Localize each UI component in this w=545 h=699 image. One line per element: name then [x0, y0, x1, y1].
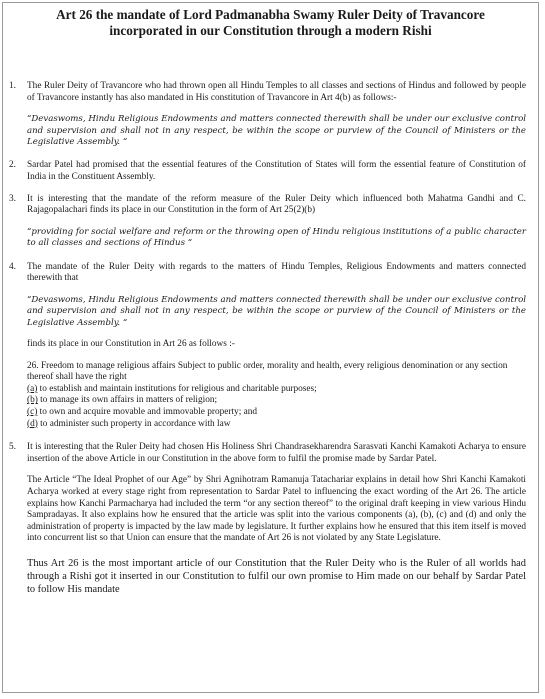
item-number: 4.	[9, 261, 16, 272]
quote-art-4b: “Devaswoms, Hindu Religious Endowments and matters connected therewith shall be under our exclusive control and supervision and shall not in any respect, be within the scope or purview of the Council of Ministers or the Legislative Assembly. “	[27, 114, 526, 147]
clause-text: to administer such property in accordance with law	[37, 418, 231, 429]
item-text: It is interesting that the mandate of the reform measure of the Ruler Deity which influenced both Mahatma Gandhi and C. Rajagopalachari finds its place in our Constitution in the form of Art 25(2)(b)	[27, 193, 526, 216]
art-26-clause-c	[27, 407, 526, 419]
list-item-2	[3, 160, 538, 183]
quote-art-25-2b: “providing for social welfare and reform or the throwing open of Hindu religious institutions of a public character to all classes and sections of Hindus “	[27, 226, 526, 249]
item-after-text: finds its place in our Constitution in Art 26 as follows :-	[27, 339, 235, 349]
item-text: The Ruler Deity of Travancore who had thrown open all Hindu Temples to all classes and sections of Hindus and followed by people of Travancore instantly has also mandated in His constitution of Travancore in Art 4(b) as follows:-	[27, 81, 526, 103]
document-body	[3, 81, 538, 596]
item-number: 5.	[9, 442, 16, 453]
art-26-clause-d	[27, 419, 526, 431]
item-text: It is interesting that the Ruler Deity had chosen His Holiness Shri Chandrasekharendra Sarasvati Kanchi Kamakoti Acharya to ensure insertion of the above Article in our Constitution in the above form to fulfil the promise made by Sardar Patel.	[27, 442, 526, 464]
page-title	[3, 7, 538, 39]
clause-text: to own and acquire movable and immovable property; and	[37, 406, 258, 417]
art-26-heading: 26. Freedom to manage religious affairs Subject to public order, morality and health, every religious denomination or any section thereof shall have the right	[27, 360, 508, 383]
list-item-3	[3, 194, 538, 250]
item-text: Sardar Patel had promised that the essential features of the Constitution of States will form the essential feature of Constitution of India in the Constituent Assembly.	[27, 160, 526, 182]
clause-text: to manage its own affairs in matters of religion;	[37, 395, 218, 406]
list-item-5	[3, 442, 538, 596]
conclusion-paragraph: Thus Art 26 is the most important article of our Constitution that the Ruler Deity who is the Ruler of all worlds had through a Rishi got it inserted in our Constitution to fulfil our own promise to Him made on our behalf by Sardar Patel to follow His mandate	[27, 557, 526, 595]
clause-label-link[interactable]: (c)	[27, 406, 38, 417]
document-page	[2, 2, 539, 693]
list-item-4	[3, 262, 538, 431]
clause-label-link[interactable]: (a)	[27, 383, 38, 394]
title-line-1: Art 26 the mandate of Lord Padmanabha Swamy Ruler Deity of Travancore	[56, 7, 485, 22]
ideal-prophet-paragraph: The Article “The Ideal Prophet of our Age” by Shri Agnihotram Ramanuja Tatachariar explains in detail how Shri Kanchi Kamakoti Acharya worked at every stage right from representation to Sardar Patel to influencing the exact wording of the Art 26. The article explains how Kanchi Parmacharya had included the term “or any section thereof” to the original draft keeping in view various Hindu Sampradayas. It also explains how he ensured that the article was split into the various components (a), (b), (c) and (d) and only the administration of property is impacted by the law made by legislature. It further explains how he ensured that this item itself is moved into concurrent list so that Union can ensure that the mandate of Art 26 is not violated by any State Legislature.	[27, 475, 526, 544]
item-number: 2.	[9, 160, 16, 171]
art-26-clause-b	[27, 395, 526, 407]
list-item-1	[3, 81, 538, 148]
clause-text: to establish and maintain institutions for religious and charitable purposes;	[37, 383, 317, 394]
art-26-clause-a	[27, 384, 526, 396]
art-26-list	[27, 384, 526, 430]
clause-label-link[interactable]: (b)	[27, 395, 38, 406]
item-text: The mandate of the Ruler Deity with regards to the matters of Hindu Temples, Religious Endowments and matters connected therewith that	[27, 261, 526, 284]
title-line-2: incorporated in our Constitution through a modern Rishi	[109, 23, 432, 38]
item-number: 3.	[9, 193, 16, 204]
quote-devaswoms: “Devaswoms, Hindu Religious Endowments and matters connected therewith shall be under our exclusive control and supervision and shall not in any respect, be within the scope or purview of the Council of Ministers or the Legislative Assembly. “	[27, 294, 526, 328]
item-number: 1.	[9, 81, 16, 91]
clause-label-link[interactable]: (d)	[27, 418, 38, 429]
